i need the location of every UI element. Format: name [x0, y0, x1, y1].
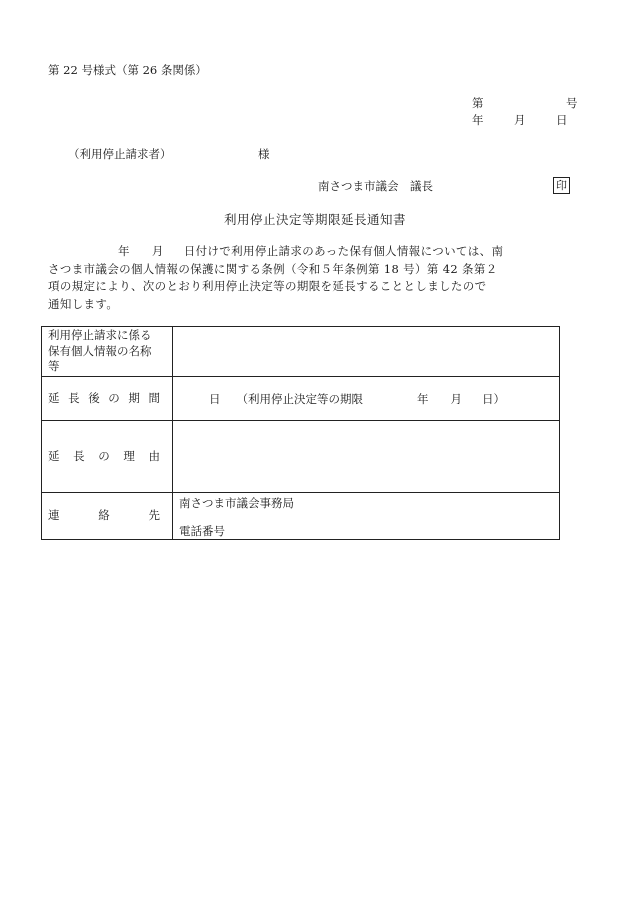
- period-day: 日: [209, 391, 221, 406]
- deadline-day: 日）: [482, 391, 505, 406]
- issue-date-day: 日: [556, 113, 568, 127]
- notice-body: [48, 243, 562, 313]
- body-line-4: 通知します。: [48, 296, 119, 311]
- contact-field: [173, 493, 560, 540]
- information-name-label: 利用停止請求に係る保有個人情報の名称等: [42, 327, 173, 377]
- table-row: [42, 421, 560, 493]
- body-line-1-text: 日付けで利用停止請求のあった保有個人情報については、南: [183, 244, 504, 258]
- body-line-2: さつま市議会の個人情報の保護に関する条例（令和５年条例第 18 号）第 42 条第２: [48, 261, 498, 276]
- sender-name: 南さつま市議会 議長: [318, 179, 433, 193]
- document-number-prefix: 第: [472, 96, 484, 110]
- body-year: 年: [118, 244, 130, 258]
- form-number-label: 第 22 号様式（第 26 条関係）: [48, 63, 207, 77]
- deadline-year: 年: [417, 391, 429, 406]
- extension-reason-label: 延 長 の 理 由: [42, 421, 173, 493]
- contact-label: 連 絡 先: [42, 493, 173, 540]
- contact-telephone: 電話番号: [179, 524, 225, 538]
- extension-reason-field[interactable]: [173, 421, 560, 493]
- addressee-honorific: 様: [258, 147, 270, 161]
- issue-date-year: 年: [472, 113, 484, 127]
- body-month: 月: [151, 244, 164, 258]
- extended-period-label: 延 長 後 の 期 間: [42, 377, 173, 421]
- deadline-month: 月: [450, 391, 462, 406]
- seal-mark: 印: [553, 177, 570, 194]
- deadline-paren: （利用停止決定等の期限: [236, 391, 363, 406]
- document-title: 利用停止決定等期限延長通知書: [223, 212, 406, 227]
- contact-office: 南さつま市議会事務局: [179, 496, 294, 510]
- notice-table: [41, 326, 560, 540]
- extended-period-field[interactable]: [173, 377, 560, 421]
- issue-date-month: 月: [514, 113, 526, 127]
- table-row: [42, 493, 560, 540]
- table-row: [42, 327, 560, 377]
- document-number-suffix: 号: [566, 96, 578, 110]
- body-line-3: 項の規定により、次のとおり利用停止決定等の期限を延長することとしましたので: [48, 279, 487, 294]
- body-line-1: [48, 243, 562, 261]
- table-row: [42, 377, 560, 421]
- requester-addressee: （利用停止請求者）: [68, 147, 172, 161]
- information-name-field[interactable]: [173, 327, 560, 377]
